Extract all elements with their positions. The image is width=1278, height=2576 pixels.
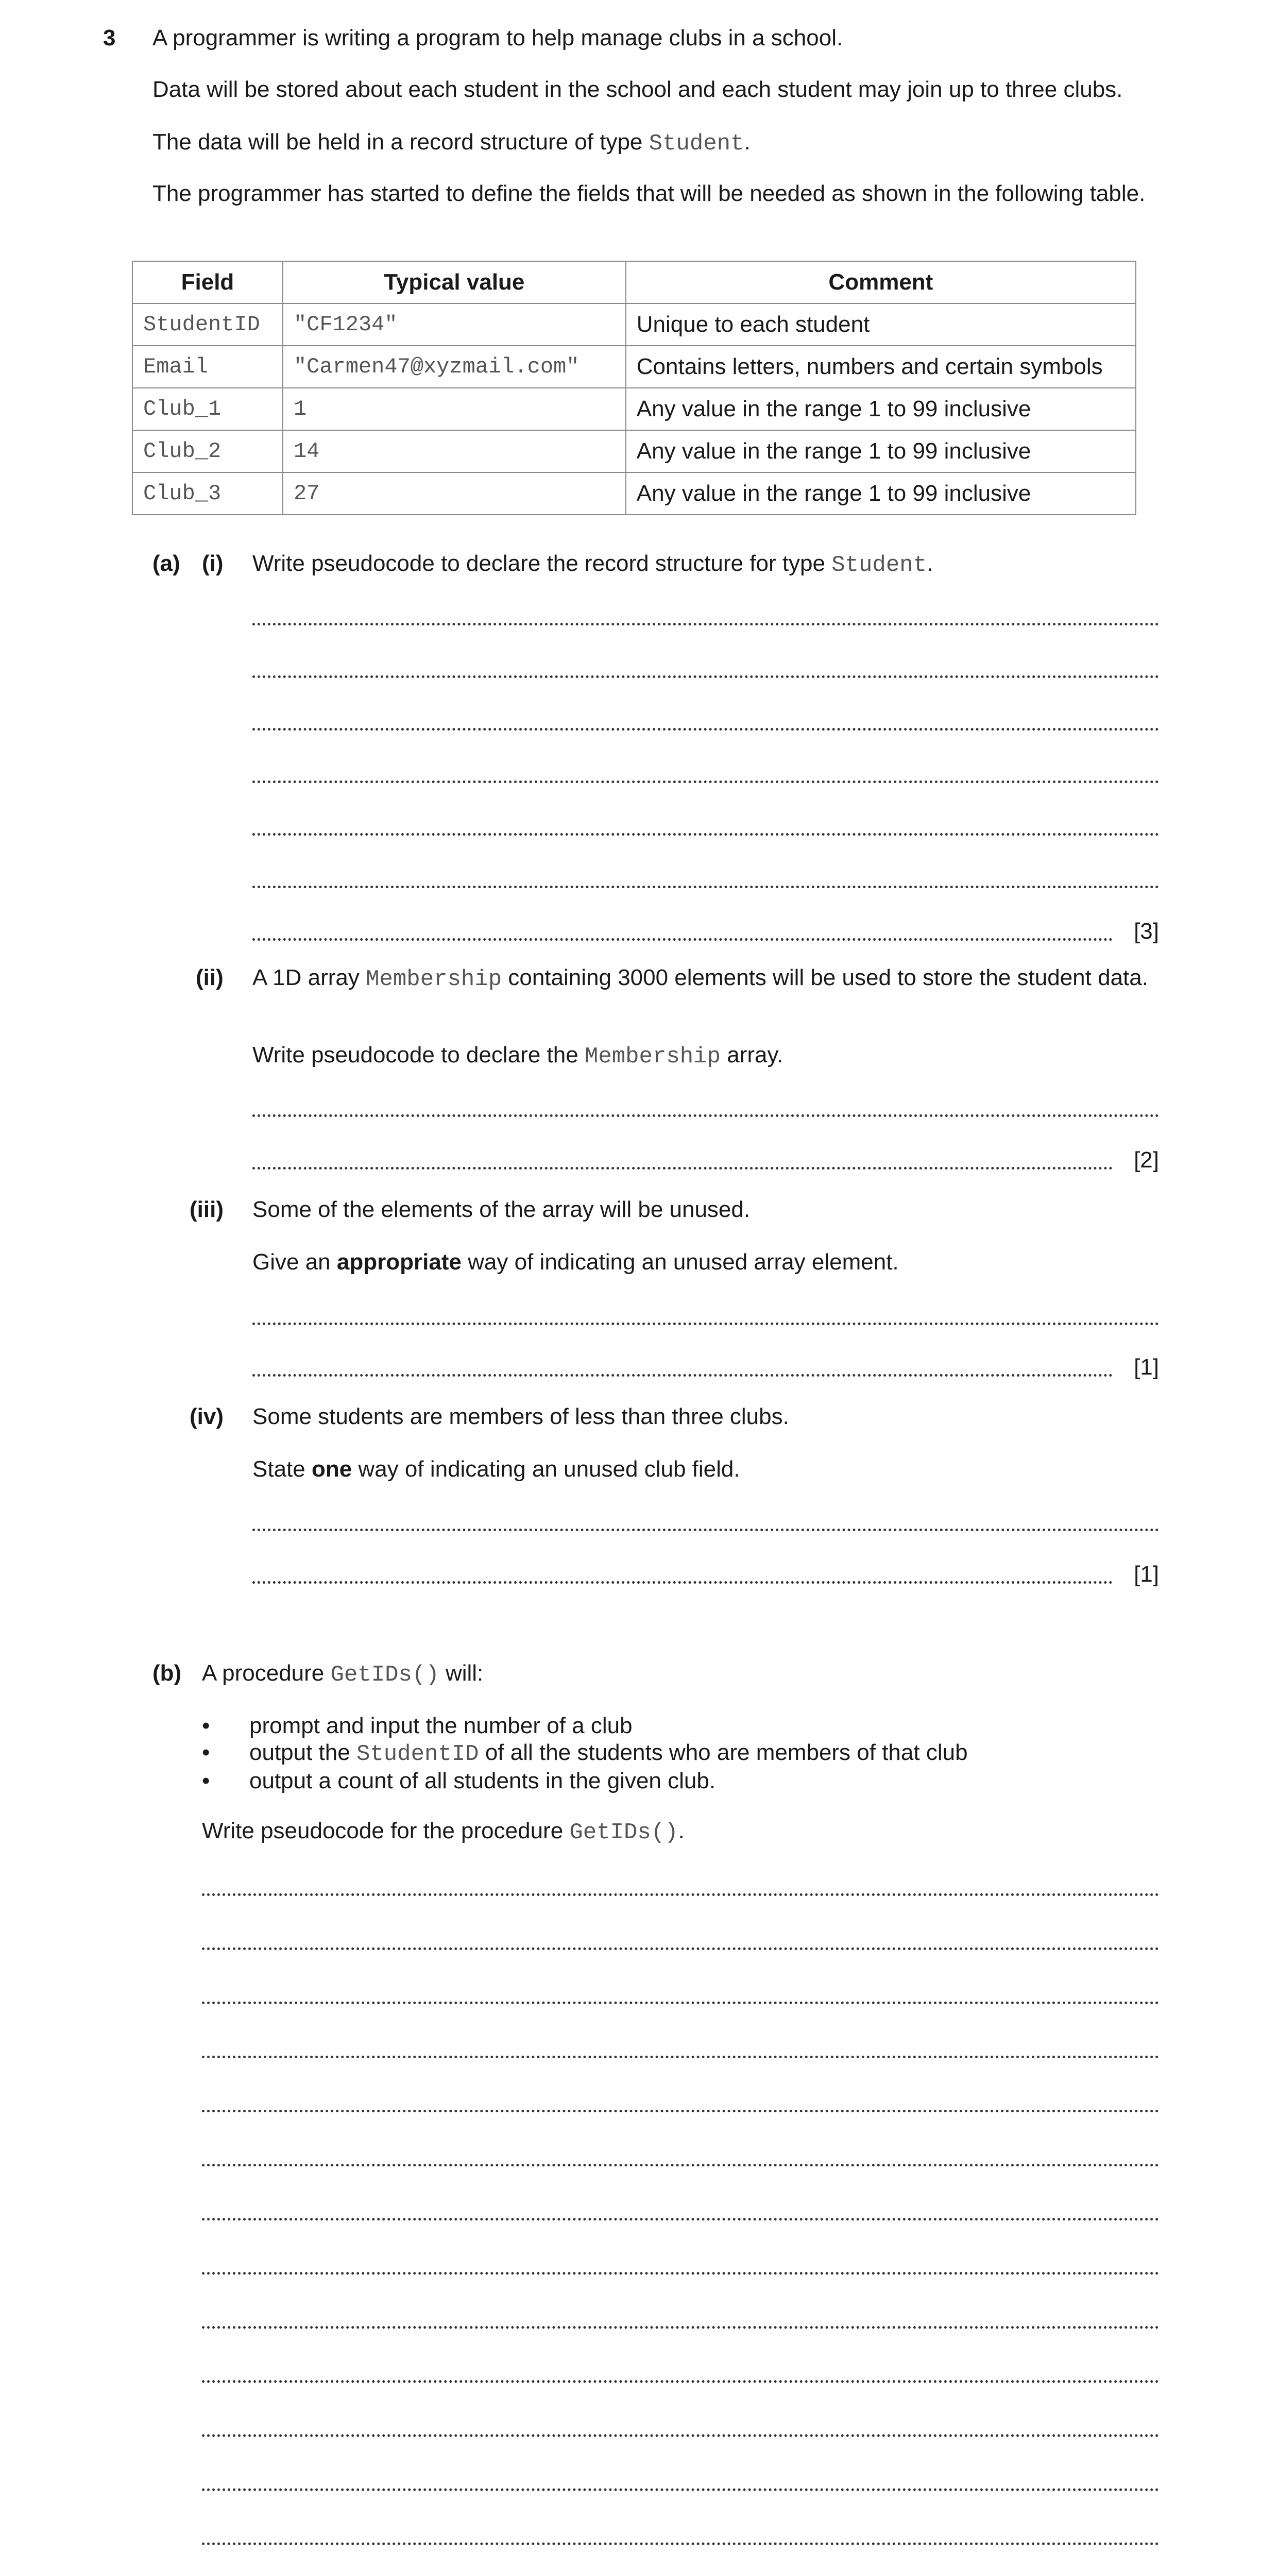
answer-line[interactable]: [202, 2090, 1159, 2116]
part-b-text: A procedure GetIDs() will:: [202, 1660, 484, 1688]
value-cell: 1: [283, 388, 626, 430]
inline-code: GetIDs(): [330, 1662, 439, 1688]
value-cell: 14: [283, 430, 626, 472]
answer-line[interactable]: [252, 866, 1159, 892]
part-a-iv-text: Some students are members of less than three clubs.: [252, 1404, 789, 1429]
field-cell: Club_1: [132, 388, 283, 430]
part-b-bullet-list: [202, 1713, 1159, 1794]
question-intro: A programmer is writing a program to help manage clubs in a school.: [152, 25, 843, 50]
answer-line[interactable]: [202, 2144, 1159, 2171]
header-typical-value: Typical value: [283, 261, 626, 303]
answer-line-with-mark[interactable]: [252, 1354, 1159, 1381]
answer-line[interactable]: [202, 2414, 1159, 2441]
question-paragraph-2: The data will be held in a record structure of type Student.: [152, 129, 751, 157]
inline-code: Membership: [584, 1044, 721, 1070]
answer-line[interactable]: [202, 2306, 1159, 2333]
fields-table: [132, 261, 1136, 515]
answer-line[interactable]: [202, 1981, 1159, 2008]
table-row: [132, 472, 1136, 515]
answer-line[interactable]: [252, 1302, 1159, 1329]
answer-line[interactable]: [202, 1927, 1159, 1954]
list-item: • prompt and input the number of a club: [202, 1713, 1159, 1739]
answer-line[interactable]: [252, 708, 1159, 735]
table-row: [132, 346, 1136, 388]
answer-line[interactable]: [202, 2522, 1159, 2549]
value-cell: "CF1234": [283, 303, 626, 346]
answer-line-with-mark[interactable]: [252, 1561, 1159, 1588]
inline-code: Student: [649, 131, 744, 157]
answer-line[interactable]: [252, 655, 1159, 682]
field-cell: Club_2: [132, 430, 283, 472]
table-header-row: [132, 261, 1136, 303]
list-item: • output the StudentID of all the students who are members of that club: [202, 1739, 1159, 1768]
list-item: • output a count of all students in the given club.: [202, 1768, 1159, 1794]
part-b-label: (b): [152, 1660, 182, 1686]
answer-line[interactable]: [202, 1873, 1159, 1900]
answer-line[interactable]: [202, 2468, 1159, 2495]
inline-code: StudentID: [356, 1741, 479, 1767]
answer-line[interactable]: [252, 813, 1159, 840]
mark-allocation: [1]: [1134, 1354, 1159, 1380]
part-a-label: (a): [152, 551, 180, 576]
part-a-ii-text: A 1D array Membership containing 3000 elements will be used to store the student data.: [252, 965, 1148, 992]
answer-line[interactable]: [252, 1094, 1159, 1121]
comment-cell: Any value in the range 1 to 99 inclusive: [626, 472, 1136, 515]
mark-allocation: [3]: [1134, 919, 1159, 944]
answer-line-with-mark[interactable]: [252, 1147, 1159, 1174]
inline-code: Student: [831, 552, 927, 578]
question-number: 3: [103, 25, 116, 50]
answer-line[interactable]: [202, 2036, 1159, 2062]
question-paragraph-3: The programmer has started to define the fields that will be needed as shown in the following table.: [152, 181, 1146, 206]
answer-line[interactable]: [202, 2198, 1159, 2225]
answer-line-with-mark[interactable]: [252, 918, 1159, 945]
value-cell: "Carmen47@xyzmail.com": [283, 346, 626, 388]
part-a-i-label: (i): [202, 551, 224, 576]
answer-line[interactable]: [252, 1509, 1159, 1535]
table-row: [132, 388, 1136, 430]
header-comment: Comment: [626, 261, 1136, 303]
comment-cell: Contains letters, numbers and certain symbols: [626, 346, 1136, 388]
comment-cell: Any value in the range 1 to 99 inclusive: [626, 430, 1136, 472]
comment-cell: Unique to each student: [626, 303, 1136, 346]
part-a-iv-label: (iv): [190, 1404, 224, 1429]
answer-line[interactable]: [202, 2252, 1159, 2279]
part-a-i-text: Write pseudocode to declare the record structure for type Student.: [252, 551, 933, 578]
mark-allocation: [2]: [1134, 1147, 1159, 1173]
answer-line[interactable]: [202, 2360, 1159, 2387]
part-a-iii-instruction: Give an appropriate way of indicating an unused array element.: [252, 1249, 899, 1275]
header-field: Field: [132, 261, 283, 303]
comment-cell: Any value in the range 1 to 99 inclusive: [626, 388, 1136, 430]
inline-code: Membership: [366, 967, 502, 992]
answer-line[interactable]: [252, 760, 1159, 787]
part-b-instruction: Write pseudocode for the procedure GetIDs().: [202, 1818, 685, 1845]
part-a-iv-instruction: State one way of indicating an unused club field.: [252, 1456, 740, 1482]
question-paragraph-1: Data will be stored about each student in the school and each student may join up to three clubs.: [152, 77, 1123, 102]
part-a-iii-text: Some of the elements of the array will be unused.: [252, 1197, 751, 1222]
part-a-ii-instruction: Write pseudocode to declare the Membership array.: [252, 1042, 783, 1070]
part-a-ii-label: (ii): [196, 965, 224, 990]
part-a-iii-label: (iii): [190, 1197, 224, 1222]
table-row: [132, 430, 1136, 472]
field-cell: Club_3: [132, 472, 283, 515]
field-cell: StudentID: [132, 303, 283, 346]
field-cell: Email: [132, 346, 283, 388]
inline-code: GetIDs(): [569, 1820, 678, 1845]
answer-line[interactable]: [252, 603, 1159, 630]
mark-allocation: [1]: [1134, 1562, 1159, 1587]
value-cell: 27: [283, 472, 626, 515]
table-row: [132, 303, 1136, 346]
